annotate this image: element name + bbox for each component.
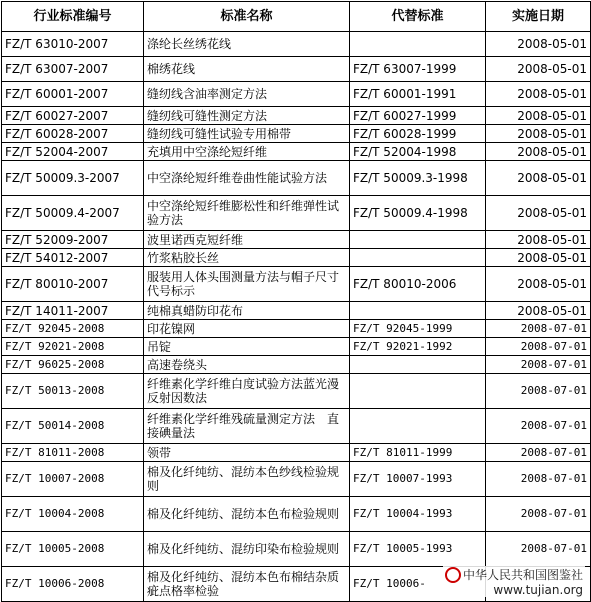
cell-date: 2008-05-01: [486, 249, 591, 267]
cell-name: 吊锭: [144, 338, 350, 356]
cell-name: 缝纫线可缝性测定方法: [144, 107, 350, 125]
cell-date: 2008-07-01: [486, 462, 591, 497]
table-row: [2, 107, 591, 125]
cell-replaces: [350, 249, 486, 267]
table-row: [2, 444, 591, 462]
cell-name: 高速卷绕头: [144, 356, 350, 374]
cell-name: 中空涤纶短纤维膨松性和纤维弹性试验方法: [144, 196, 350, 231]
publisher-logo-icon: [445, 567, 461, 583]
table-row: [2, 125, 591, 143]
cell-date: 2008-05-01: [486, 57, 591, 82]
watermark: [443, 566, 585, 598]
cell-date: 2008-07-01: [486, 338, 591, 356]
cell-name: 纯棉真蜡防印花布: [144, 302, 350, 320]
table-row: [2, 302, 591, 320]
cell-date: 2008-05-01: [486, 82, 591, 107]
cell-code: FZ/T 52009-2007: [2, 231, 144, 249]
cell-code: FZ/T 50014-2008: [2, 409, 144, 444]
cell-date: 2008-05-01: [486, 143, 591, 161]
cell-code: FZ/T 10006-2008: [2, 567, 144, 602]
cell-date: 2008-07-01: [486, 444, 591, 462]
cell-replaces: FZ/T 60028-1999: [350, 125, 486, 143]
table-row: [2, 82, 591, 107]
cell-replaces: FZ/T 92045-1999: [350, 320, 486, 338]
cell-replaces: [350, 409, 486, 444]
table-row: [2, 374, 591, 409]
cell-date: 2008-05-01: [486, 32, 591, 57]
cell-name: 缝纫线可缝性试验专用棉带: [144, 125, 350, 143]
cell-replaces: FZ/T 81011-1999: [350, 444, 486, 462]
header-date: 实施日期: [486, 2, 591, 32]
table-row: [2, 267, 591, 302]
cell-code: FZ/T 10007-2008: [2, 462, 144, 497]
cell-code: FZ/T 54012-2007: [2, 249, 144, 267]
cell-replaces: [350, 302, 486, 320]
cell-date: 2008-07-01: [486, 356, 591, 374]
watermark-publisher: 中华人民共和国图鉴社: [462, 567, 583, 582]
cell-date: 2008-05-01: [486, 231, 591, 249]
cell-code: FZ/T 92021-2008: [2, 338, 144, 356]
cell-date: 2008-05-01: [486, 161, 591, 196]
cell-name: 服装用人体头围测量方法与帽子尺寸代号标示: [144, 267, 350, 302]
table-row: [2, 532, 591, 567]
cell-date: 2008-05-01: [486, 125, 591, 143]
cell-code: FZ/T 10005-2008: [2, 532, 144, 567]
cell-name: 领带: [144, 444, 350, 462]
cell-code: FZ/T 80010-2007: [2, 267, 144, 302]
table-row: [2, 57, 591, 82]
cell-replaces: FZ/T 63007-1999: [350, 57, 486, 82]
cell-replaces: FZ/T 60001-1991: [350, 82, 486, 107]
cell-date: 2008-07-01: [486, 374, 591, 409]
cell-name: 波里诺西克短纤维: [144, 231, 350, 249]
cell-replaces: FZ/T 10007-1993: [350, 462, 486, 497]
cell-code: FZ/T 63010-2007: [2, 32, 144, 57]
table-row: [2, 338, 591, 356]
table-row: [2, 497, 591, 532]
cell-name: 棉及化纤纯纺、混纺本色布棉结杂质疵点格率检验: [144, 567, 350, 602]
cell-name: 印花镍网: [144, 320, 350, 338]
cell-name: 充填用中空涤纶短纤维: [144, 143, 350, 161]
cell-date: 2008-05-01: [486, 267, 591, 302]
cell-replaces: FZ/T 80010-2006: [350, 267, 486, 302]
cell-replaces: FZ/T 60027-1999: [350, 107, 486, 125]
header-name: 标准名称: [144, 2, 350, 32]
cell-name: 棉及化纤纯纺、混纺本色布检验规则: [144, 497, 350, 532]
cell-code: FZ/T 50009.4-2007: [2, 196, 144, 231]
cell-name: 棉绣花线: [144, 57, 350, 82]
cell-name: 缝纫线含油率测定方法: [144, 82, 350, 107]
watermark-url: www.tujian.org: [443, 583, 585, 597]
standards-table: [1, 1, 591, 602]
cell-code: FZ/T 14011-2007: [2, 302, 144, 320]
cell-code: FZ/T 60027-2007: [2, 107, 144, 125]
cell-replaces: [350, 356, 486, 374]
cell-replaces: FZ/T 10006-: [350, 567, 486, 602]
header-code: 行业标准编号: [2, 2, 144, 32]
cell-name: 竹浆粘胶长丝: [144, 249, 350, 267]
cell-code: FZ/T 10004-2008: [2, 497, 144, 532]
cell-replaces: [350, 32, 486, 57]
table-row: [2, 143, 591, 161]
cell-code: FZ/T 92045-2008: [2, 320, 144, 338]
cell-date: 2008-07-01: [486, 320, 591, 338]
cell-name: 纤维素化学纤维残硫量测定方法 直接碘量法: [144, 409, 350, 444]
cell-replaces: FZ/T 10004-1993: [350, 497, 486, 532]
table-row: [2, 249, 591, 267]
cell-replaces: [350, 374, 486, 409]
cell-date: 2008-05-01: [486, 302, 591, 320]
cell-replaces: FZ/T 50009.4-1998: [350, 196, 486, 231]
table-row: [2, 161, 591, 196]
cell-replaces: FZ/T 92021-1992: [350, 338, 486, 356]
cell-code: FZ/T 63007-2007: [2, 57, 144, 82]
table-row: [2, 409, 591, 444]
cell-replaces: [350, 231, 486, 249]
cell-code: FZ/T 96025-2008: [2, 356, 144, 374]
cell-replaces: FZ/T 10005-1993: [350, 532, 486, 567]
cell-date: 2008-07-01: [486, 497, 591, 532]
cell-name: 棉及化纤纯纺、混纺本色纱线检验规则: [144, 462, 350, 497]
cell-code: FZ/T 60028-2007: [2, 125, 144, 143]
cell-code: FZ/T 81011-2008: [2, 444, 144, 462]
table-row: [2, 320, 591, 338]
table-row: [2, 356, 591, 374]
cell-name: 棉及化纤纯纺、混纺印染布检验规则: [144, 532, 350, 567]
cell-name: 涤纶长丝绣花线: [144, 32, 350, 57]
cell-date: 2008-07-01: [486, 532, 591, 567]
table-row: [2, 231, 591, 249]
cell-code: FZ/T 50013-2008: [2, 374, 144, 409]
cell-code: FZ/T 50009.3-2007: [2, 161, 144, 196]
cell-replaces: FZ/T 52004-1998: [350, 143, 486, 161]
cell-code: FZ/T 52004-2007: [2, 143, 144, 161]
cell-date: 2008-05-01: [486, 196, 591, 231]
cell-code: FZ/T 60001-2007: [2, 82, 144, 107]
cell-name: 中空涤纶短纤维卷曲性能试验方法: [144, 161, 350, 196]
table-row: [2, 462, 591, 497]
table-row: [2, 32, 591, 57]
cell-date: 2008-05-01: [486, 107, 591, 125]
cell-replaces: FZ/T 50009.3-1998: [350, 161, 486, 196]
table-row: [2, 196, 591, 231]
cell-name: 纤维素化学纤维白度试验方法蓝光漫反射因数法: [144, 374, 350, 409]
cell-date: 2008-07-01: [486, 409, 591, 444]
header-replaces: 代替标准: [350, 2, 486, 32]
header-row: [2, 2, 591, 32]
